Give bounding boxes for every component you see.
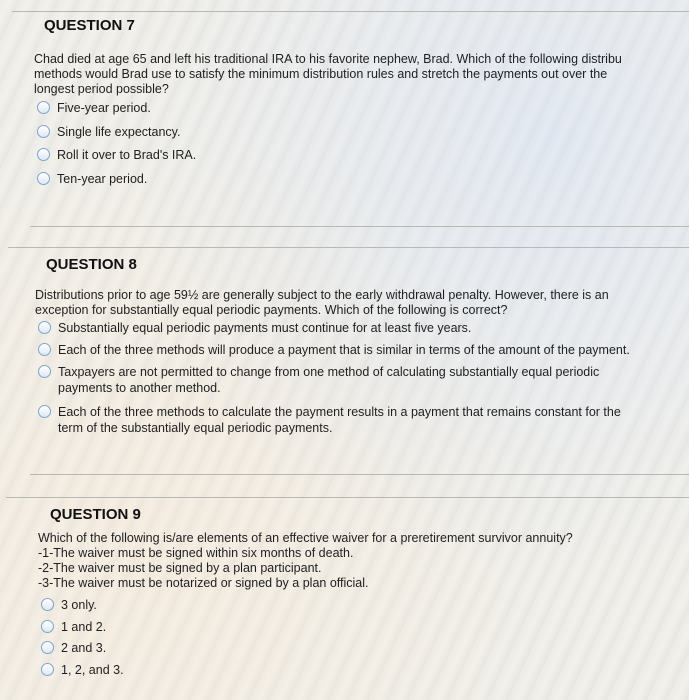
question-7-text: Chad died at age 65 and left his traditional IRA to his favorite nephew, Brad. Which of the following distribu methods would Brad use to satisfy the minimum distribution rules and stretch the payments out over the longest period possible? (34, 52, 622, 96)
radio-button[interactable] (38, 321, 51, 334)
radio-button[interactable] (38, 405, 51, 418)
radio-button[interactable] (37, 148, 50, 161)
question-9-title: QUESTION 9 (50, 506, 141, 523)
radio-button[interactable] (37, 101, 50, 114)
question-8-option-4[interactable]: Each of the three methods to calculate the payment results in a payment that remains constant for the term of the substantially equal periodic payments. (38, 404, 678, 436)
radio-button[interactable] (41, 598, 54, 611)
question-8-title: QUESTION 8 (46, 256, 137, 273)
question-7-option-4[interactable]: Ten-year period. (37, 171, 147, 187)
radio-button[interactable] (41, 620, 54, 633)
radio-button[interactable] (37, 172, 50, 185)
divider (30, 474, 689, 475)
question-8-option-2[interactable]: Each of the three methods will produce a payment that is similar in terms of the amount of the payment. (38, 342, 688, 358)
radio-button[interactable] (41, 663, 54, 676)
divider (6, 497, 689, 498)
radio-button[interactable] (41, 641, 54, 654)
radio-button[interactable] (38, 343, 51, 356)
question-8-option-3[interactable]: Taxpayers are not permitted to change from one method of calculating substantially equal periodic payments to another method. (38, 364, 678, 396)
question-9-option-4[interactable]: 1, 2, and 3. (41, 662, 124, 678)
question-7-option-1[interactable]: Five-year period. (37, 100, 151, 116)
question-9-text: Which of the following is/are elements of an effective waiver for a preretirement survivor annuity? -1-The waiver must be signed within six months of death. -2-The waiver must be signed by a plan participant. -3-The waiver must be notarized or signed by a plan official. (38, 531, 573, 590)
divider (8, 247, 689, 248)
question-7-title: QUESTION 7 (44, 17, 135, 34)
divider (30, 226, 689, 227)
radio-button[interactable] (37, 125, 50, 138)
radio-button[interactable] (38, 365, 51, 378)
divider (12, 11, 689, 12)
question-9-option-2[interactable]: 1 and 2. (41, 619, 106, 635)
question-9-option-3[interactable]: 2 and 3. (41, 640, 106, 656)
question-7-option-2[interactable]: Single life expectancy. (37, 124, 180, 140)
question-7-option-3[interactable]: Roll it over to Brad's IRA. (37, 147, 196, 163)
question-9-option-1[interactable]: 3 only. (41, 597, 97, 613)
question-8-text: Distributions prior to age 59½ are generally subject to the early withdrawal penalty. However, there is an exception for substantially equal periodic payments. Which of the following is correct? (35, 288, 609, 317)
question-8-option-1[interactable]: Substantially equal periodic payments must continue for at least five years. (38, 320, 688, 336)
